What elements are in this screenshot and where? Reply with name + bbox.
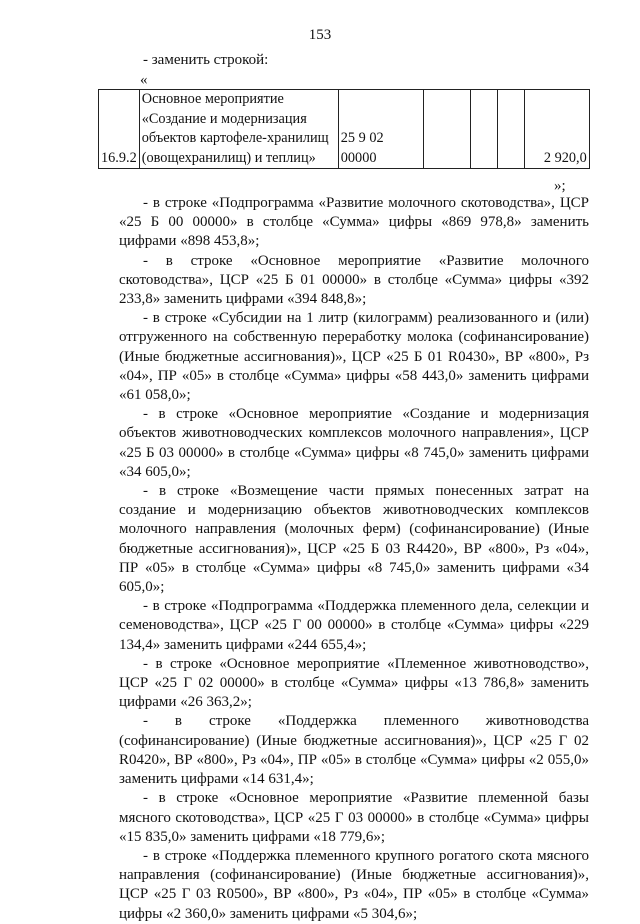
amendment-paragraph: - в строке «Поддержка племенного крупного рогатого скота мясного направления (софинансирование) (Иные бюджетные ассигнования)», ЦСР «25 Г 03 R0500», ВР «800», Рз «04», ПР «05» в столбце «Сумма» цифры «2 360,0» заменить цифрами «5 304,6»; <box>119 847 589 922</box>
row-name-cell: Основное мероприятие «Создание и модернизация объектов картофеле-хранилищ (овощехранилищ) и теплиц» <box>139 90 338 169</box>
amendment-paragraph: - в строке «Поддержка племенного животноводства (софинансирование) (Иные бюджетные ассигнования)», ЦСР «25 Г 02 R0420», ВР «800», Рз «04», ПР «05» в столбце «Сумма» цифры «2 055,0» заменить цифрами «14 631,4»; <box>119 713 589 788</box>
row-sum-cell: 2 920,0 <box>524 90 589 169</box>
row-vr-cell <box>423 90 470 169</box>
page-number: 153 <box>308 27 332 43</box>
intro-line: - заменить строкой: <box>143 52 269 68</box>
row-pr-cell <box>497 90 524 169</box>
row-rz-cell <box>470 90 497 169</box>
amendment-paragraph: - в строке «Подпрограмма «Поддержка племенного дела, селекции и семеноводства», ЦСР «25 Г 00 00000» в столбце «Сумма» цифры «229 134,4» заменить цифрами «244 655,4»; <box>119 598 589 653</box>
amendments-text <box>119 194 589 924</box>
row-csr-cell: 25 9 02 00000 <box>338 90 423 169</box>
row-number-cell: 16.9.2 <box>99 90 140 169</box>
amendment-paragraph: - в строке «Основное мероприятие «Племенное животноводство», ЦСР «25 Г 02 00000» в столбце «Сумма» цифры «13 786,8» заменить цифрами «26 363,2»; <box>119 655 589 711</box>
amendment-paragraph: - в строке «Подпрограмма «Развитие молочного скотоводства», ЦСР «25 Б 00 00000» в столбце «Сумма» цифры «869 978,8» заменить цифрами «898 453,8»; <box>119 195 589 250</box>
table-row <box>99 90 590 169</box>
amendment-paragraph: - в строке «Субсидии на 1 литр (килограмм) реализованного и (или) отгруженного на собственную переработку молока (софинансирование) (Иные бюджетные ассигнования)», ЦСР «25 Б 01 R0430», ВР «800», Рз «04», ПР «05» в столбце «Сумма» цифры «58 443,0» заменить цифрами «61 058,0»; <box>119 310 589 404</box>
amendment-paragraph: - в строке «Основное мероприятие «Создание и модернизация объектов животноводческих комплексов молочного направления», ЦСР «25 Б 03 00000» в столбце «Сумма» цифры «8 745,0» заменить цифрами «34 605,0»; <box>119 406 589 480</box>
replacement-table <box>98 89 590 169</box>
closing-quote: »; <box>554 178 566 194</box>
opening-quote: « <box>140 72 148 88</box>
amendment-paragraph: - в строке «Возмещение части прямых понесенных затрат на создание и модернизацию объектов животноводческих комплексов молочного направления (молочных ферм) (софинансирование) (Иные бюджетные ассигнования)», ЦСР «25 Б 03 R4420», ВР «800», Рз «04», ПР «05» в столбце «Сумма» цифры «8 745,0» заменить цифрами «34 605,0»; <box>119 483 589 596</box>
amendment-paragraph: - в строке «Основное мероприятие «Развитие молочного скотоводства», ЦСР «25 Б 01 00000» в столбце «Сумма» цифры «392 233,8» заменить цифрами «394 848,8»; <box>119 252 589 308</box>
amendment-paragraph: - в строке «Основное мероприятие «Развитие племенной базы мясного скотоводства», ЦСР «25 Г 03 00000» в столбце «Сумма» цифры «15 835,0» заменить цифрами «18 779,6»; <box>119 790 589 845</box>
